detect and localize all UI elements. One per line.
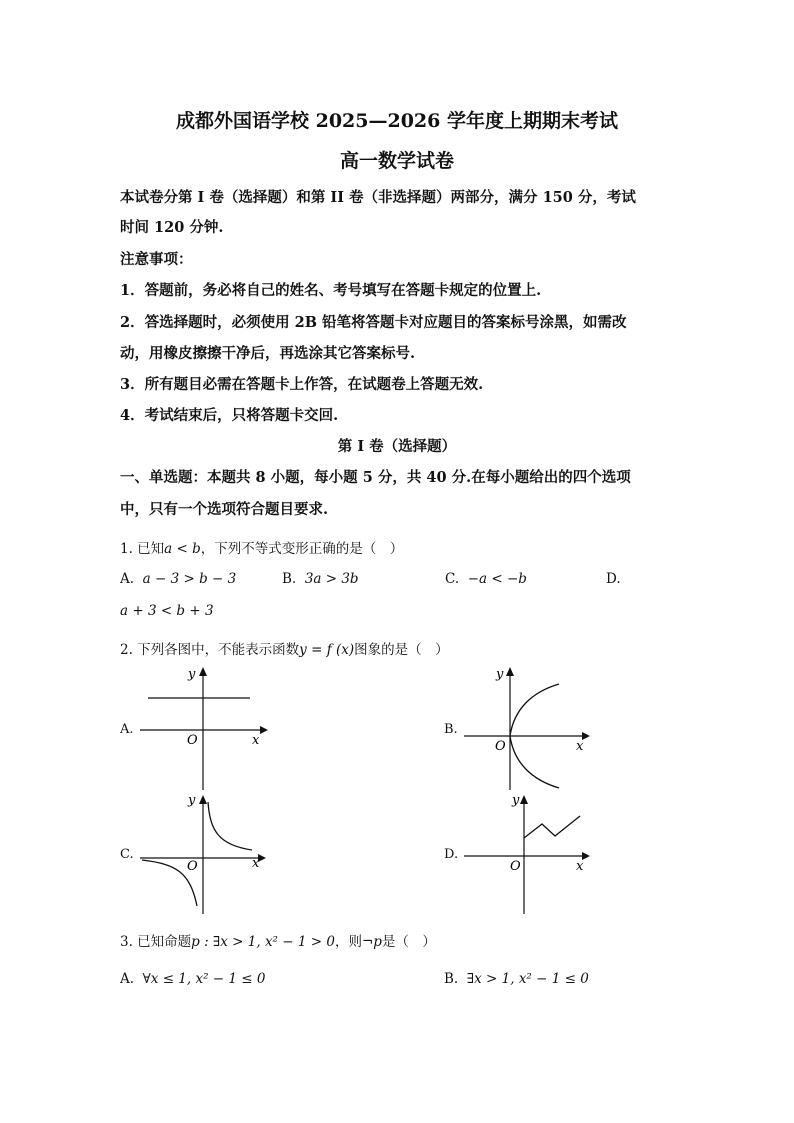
q2-graph-d-label: D.: [444, 847, 459, 862]
x-axis-label: x: [576, 739, 584, 754]
option-math: ∃x > 1, x² − 1 ≤ 0: [466, 971, 589, 987]
x-axis-label: x: [252, 856, 260, 871]
q2-graph-b-label: B.: [444, 722, 458, 737]
option-label: A.: [120, 971, 135, 987]
note-item: 3．所有题目必需在答题卡上作答，在试题卷上答题无效.: [120, 376, 484, 393]
q3-stem-math: p : ∃x > 1, x² − 1 > 0: [191, 934, 335, 950]
question-1-stem: [120, 537, 403, 557]
q2-graph-c-label: C.: [120, 847, 134, 862]
exam-title: 成都外国语学校 2025—2026 学年度上期期末考试: [176, 110, 618, 132]
intro-line-2: 时间 120 分钟.: [120, 219, 224, 236]
q1-stem-text: ，下列不等式变形正确的是（ ）: [200, 541, 404, 557]
option-label: B.: [444, 971, 459, 987]
q1-option-a: [120, 571, 236, 587]
option-math: −a < −b: [467, 571, 527, 587]
note-item: 2．答选择题时，必须使用 2B 铅笔将答题卡对应题目的答案标号涂黑，如需改: [120, 314, 627, 331]
y-axis-label: y: [496, 667, 504, 682]
section-instruction-2: 中，只有一个选项符合题目要求.: [120, 501, 329, 518]
x-axis-label: x: [576, 859, 584, 874]
q2-graph-c: [138, 790, 268, 916]
question-3-stem: [120, 930, 436, 950]
note-item: 动，用橡皮擦擦干净后，再选涂其它答案标号.: [120, 345, 416, 362]
q2-stem-text: 图象的是（ ）: [354, 642, 449, 658]
q3-option-b: [444, 971, 589, 987]
y-axis-label: y: [512, 793, 520, 808]
q3-option-a: [120, 971, 265, 987]
origin-label: O: [187, 733, 198, 748]
y-axis-label: y: [188, 793, 196, 808]
option-math: ∀x ≤ 1, x² − 1 ≤ 0: [142, 971, 266, 987]
option-math: a − 3 > b − 3: [142, 571, 237, 587]
q1-stem-math: a < b: [164, 541, 201, 557]
origin-label: O: [510, 859, 521, 874]
note-item: 1．答题前，务必将自己的姓名、考号填写在答题卡规定的位置上.: [120, 282, 542, 299]
q1-option-c: [445, 571, 527, 587]
section-instruction-1: 一、单选题：本题共 8 小题，每小题 5 分，共 40 分.在每小题给出的四个选项: [120, 469, 631, 486]
q1-stem-text: 1. 已知: [120, 541, 165, 557]
q2-stem-math: y = f (x): [299, 642, 355, 658]
question-2-stem: [120, 638, 449, 658]
origin-label: O: [495, 739, 506, 754]
option-label: A.: [120, 571, 135, 587]
q2-graph-a: [138, 664, 268, 792]
y-axis-label: y: [188, 667, 196, 682]
q2-graph-a-label: A.: [120, 722, 134, 737]
intro-line-1: 本试卷分第 I 卷（选择题）和第 II 卷（非选择题）两部分，满分 150 分，考试: [120, 189, 636, 206]
option-label: C.: [445, 571, 460, 587]
q1-option-b: [282, 571, 359, 587]
paper-subtitle: 高一数学试卷: [339, 150, 454, 172]
section-title: 第 I 卷（选择题）: [337, 438, 457, 455]
note-item: 4．考试结束后，只将答题卡交回.: [120, 407, 339, 424]
q3-stem-text: ，则: [334, 934, 362, 950]
q2-graph-b: [462, 664, 592, 792]
q3-stem-text: 是（ ）: [381, 934, 436, 950]
origin-label: O: [187, 859, 198, 874]
q1-option-d-label: D.: [606, 571, 621, 587]
notes-heading: 注意事项：: [120, 251, 193, 268]
q3-stem-math: ¬p: [361, 934, 382, 950]
q3-stem-text: 3. 已知命题: [120, 934, 192, 950]
q2-stem-text: 2. 下列各图中，不能表示函数: [120, 642, 300, 658]
q2-graph-d: [462, 790, 592, 916]
q1-option-d-math: a + 3 < b + 3: [120, 603, 214, 619]
option-label: B.: [282, 571, 297, 587]
option-math: 3a > 3b: [304, 571, 359, 587]
x-axis-label: x: [252, 733, 260, 748]
